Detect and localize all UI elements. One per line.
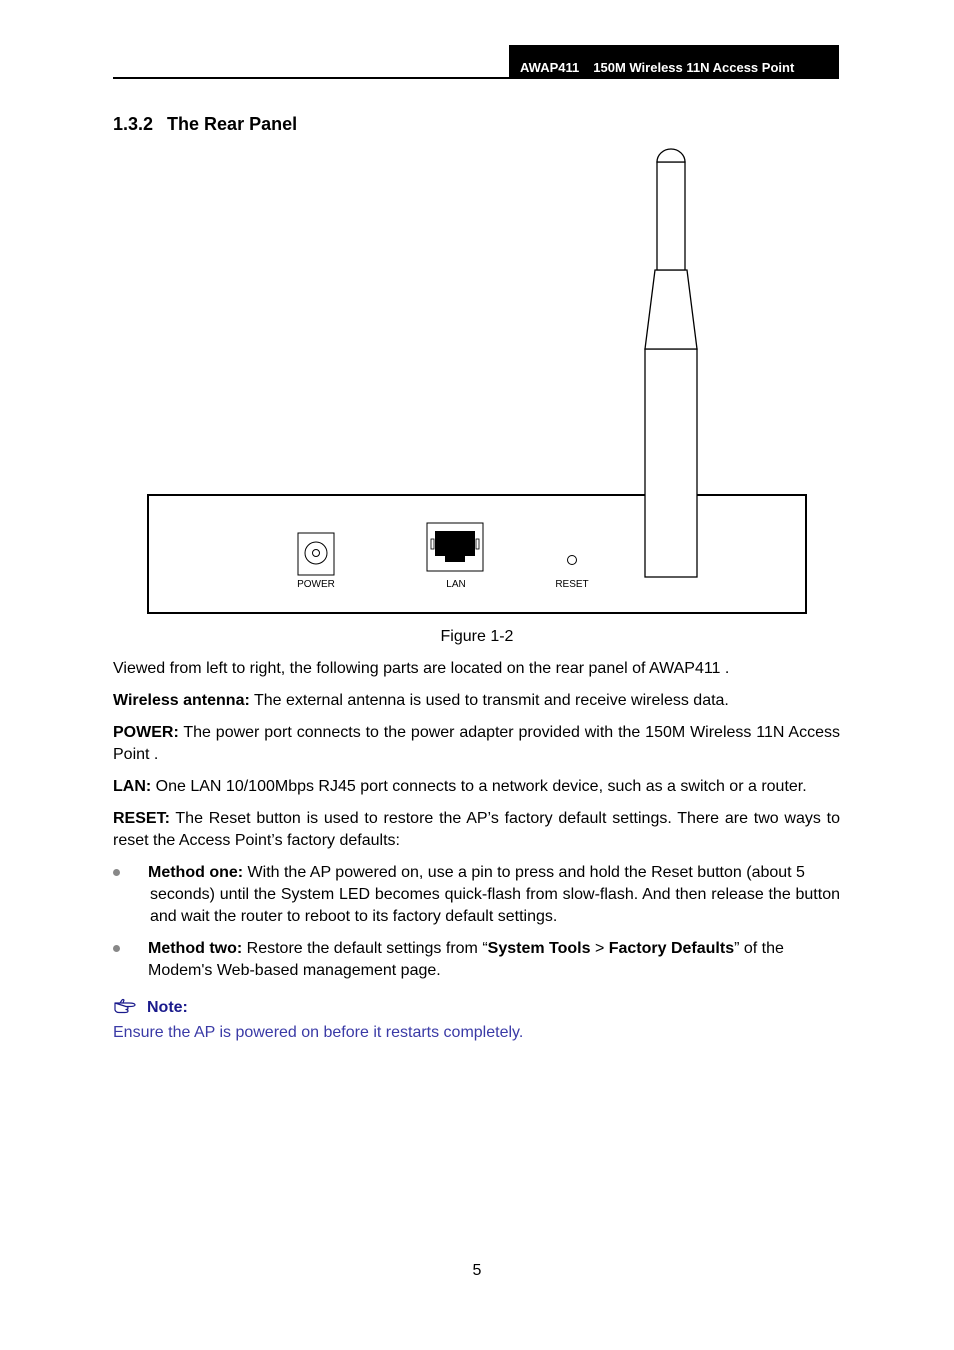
- reset-term: RESET:: [113, 810, 170, 827]
- method-two-sep: >: [590, 940, 609, 957]
- lan-description: [113, 776, 840, 798]
- bullet-dot-icon: [113, 869, 120, 876]
- power-term: POWER:: [113, 724, 179, 741]
- section-title: [113, 114, 297, 135]
- power-desc: The power port connects to the power adapter provided with the 150M Wireless 11N Access Point .: [113, 724, 840, 763]
- lan-port-label: LAN: [446, 579, 466, 590]
- figure-caption: Figure 1-2: [440, 628, 514, 645]
- bullet-dot-icon: [113, 945, 120, 952]
- page-number: 5: [472, 1262, 482, 1279]
- lan-desc: One LAN 10/100Mbps RJ45 port connects to a network device, such as a switch or a router.: [151, 778, 807, 795]
- method-two-pre: Restore the default settings from “: [242, 940, 488, 957]
- antenna-icon: [645, 149, 697, 577]
- factory-defaults-ref: Factory Defaults: [608, 940, 735, 957]
- reset-button-icon: [568, 556, 577, 565]
- method-two-item: [113, 938, 840, 982]
- power-port-label: POWER: [297, 579, 335, 590]
- method-two-post: ” of the: [734, 940, 784, 957]
- method-one-line1: With the AP powered on, use a pin to press and hold the Reset button (about 5: [243, 864, 805, 881]
- pointing-hand-icon: [113, 998, 137, 1014]
- note-text: Ensure the AP is powered on before it restarts completely.: [113, 1024, 524, 1041]
- power-description: [113, 722, 840, 766]
- reset-desc: The Reset button is used to restore the AP’s factory default settings. There are two ways to reset the Access Point’s factory defaults:: [113, 810, 840, 849]
- antenna-term: Wireless antenna:: [113, 692, 250, 709]
- header-product: 150M Wireless 11N Access Point: [593, 60, 795, 75]
- lan-term: LAN:: [113, 778, 152, 795]
- reset-description: [113, 808, 840, 852]
- antenna-description: [113, 690, 840, 712]
- section-number: 1.3.2: [113, 114, 154, 134]
- method-one-term: Method one:: [148, 864, 244, 881]
- intro-paragraph: Viewed from left to right, the following parts are located on the rear panel of AWAP411 .: [113, 660, 730, 677]
- section-title-text: The Rear Panel: [167, 114, 298, 134]
- method-one-item: [113, 862, 840, 928]
- running-header: [509, 45, 839, 79]
- power-port-icon: [298, 533, 334, 575]
- system-tools-ref: System Tools: [487, 940, 591, 957]
- note-heading: [113, 998, 188, 1017]
- note-label: Note:: [147, 999, 188, 1016]
- lan-port-icon: [427, 523, 483, 571]
- method-two-cont: Modem's Web-based management page.: [148, 962, 441, 979]
- reset-button-label: RESET: [555, 579, 589, 590]
- method-two-term: Method two:: [148, 940, 243, 957]
- method-one-cont: seconds) until the System LED becomes quick-flash from slow-flash. And then release the button and wait the router to reboot to its factory default settings.: [150, 886, 840, 925]
- antenna-desc: The external antenna is used to transmit and receive wireless data.: [249, 692, 729, 709]
- header-model: AWAP411: [520, 60, 580, 75]
- rear-panel-figure: [140, 140, 820, 625]
